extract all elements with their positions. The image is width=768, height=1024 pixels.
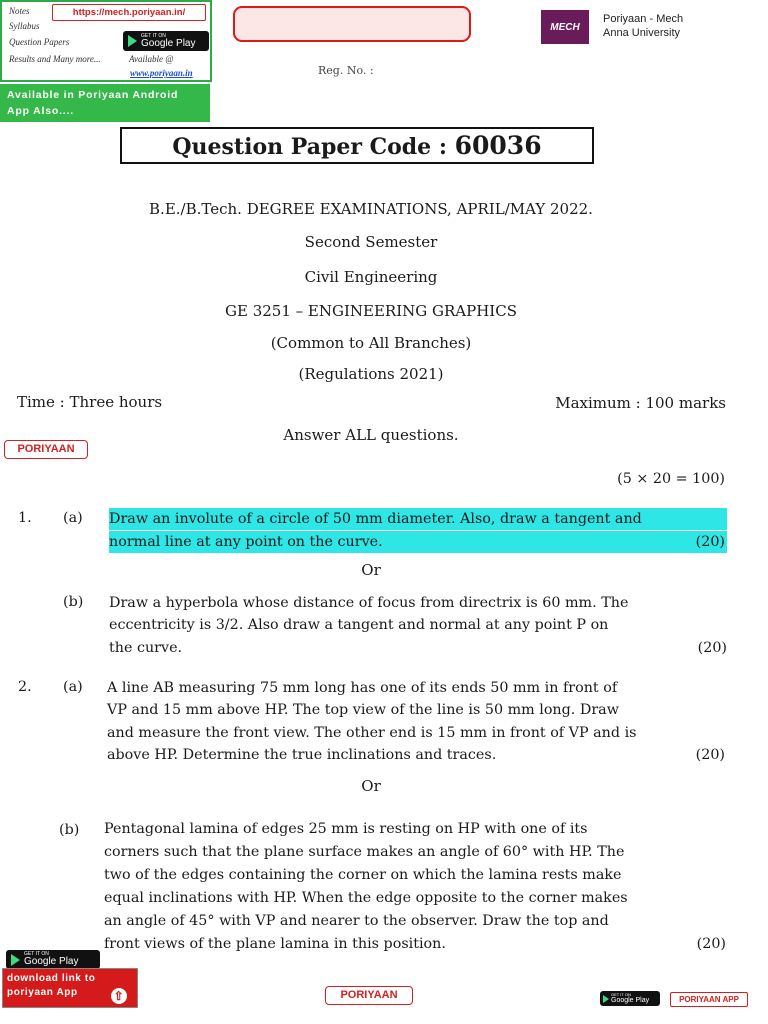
- q1-number: 1.: [18, 510, 32, 526]
- poriyaan-app-button[interactable]: PORIYAAN APP: [670, 992, 748, 1007]
- brand-subtitle: Anna University: [603, 27, 681, 39]
- q2a-line4: above HP. Determine the true inclinations and traces.: [107, 747, 497, 763]
- ad-box: [0, 0, 212, 82]
- q1b-line3-block: [109, 637, 727, 660]
- q2a-line4-block: [107, 744, 727, 767]
- q1b-line1: Draw a hyperbola whose distance of focus from directrix is 60 mm. The: [109, 595, 629, 611]
- q1b-line3: the curve.: [109, 640, 183, 656]
- q2-number: 2.: [18, 679, 32, 695]
- ad-url-link[interactable]: https://mech.poriyaan.in/: [52, 4, 206, 21]
- ad-syllabus: Syllabus: [9, 21, 40, 31]
- qpc-value: 60036: [454, 131, 542, 160]
- q2a-line1: A line AB measuring 75 mm long has one of its ends 50 mm in front of: [107, 680, 618, 696]
- or-separator-1: Or: [361, 561, 381, 579]
- q2b-line6-block: [104, 933, 726, 956]
- q2b-label: (b): [59, 822, 80, 838]
- q1a-line2-block: [109, 531, 727, 553]
- q1a-line2: normal line at any point on the curve.: [109, 534, 383, 550]
- degree-title: B.E./B.Tech. DEGREE EXAMINATIONS, APRIL/MAY 2022.: [149, 200, 593, 218]
- brand-title: Poriyaan - Mech: [603, 13, 684, 25]
- q1b-marks: (20): [697, 640, 727, 656]
- download-link-button[interactable]: [2, 968, 138, 1008]
- q2b-line4: equal inclinations with HP. When the edge opposite to the corner makes: [104, 890, 628, 906]
- q1a-label: (a): [63, 510, 83, 526]
- regulations: (Regulations 2021): [298, 365, 444, 383]
- q2b-line6: front views of the plane lamina in this position.: [104, 936, 446, 952]
- course-title: GE 3251 – ENGINEERING GRAPHICS: [225, 302, 517, 320]
- or-separator-2: Or: [361, 777, 381, 795]
- download-text: download link to poriyaan App: [7, 973, 96, 998]
- marks-scheme: (5 × 20 = 100): [617, 471, 725, 487]
- ad-question-papers: Question Papers: [9, 37, 70, 47]
- google-play-badge-bottom-right[interactable]: GET IT ON Google Play: [600, 991, 660, 1006]
- mech-logo: MECH: [541, 10, 589, 44]
- instruction: Answer ALL questions.: [283, 426, 459, 444]
- question-paper-code: [120, 127, 594, 164]
- poriyaan-badge-center[interactable]: PORIYAAN: [325, 986, 413, 1005]
- semester: Second Semester: [304, 233, 438, 251]
- play-icon: [128, 35, 137, 47]
- reg-no-label: Reg. No. :: [318, 64, 374, 77]
- q2b-line5: an angle of 45° with VP and nearer to the observer. Draw the top and: [104, 913, 609, 929]
- q2b-line3: two of the edges containing the corner on which the lamina rests make: [104, 867, 622, 883]
- q2a-marks: (20): [695, 747, 725, 763]
- search-box[interactable]: [233, 6, 471, 42]
- q1a-line1: Draw an involute of a circle of 50 mm diameter. Also, draw a tangent and: [109, 508, 727, 530]
- google-play-badge-bottom-left[interactable]: GET IT ON Google Play: [6, 950, 100, 969]
- ad-results: Results and Many more...: [9, 54, 101, 64]
- q2a-line3: and measure the front view. The other end is 15 mm in front of VP and is: [107, 725, 637, 741]
- q1a-marks: (20): [695, 534, 725, 550]
- q2b-marks: (20): [696, 936, 726, 952]
- poriyaan-badge-left[interactable]: PORIYAAN: [4, 440, 88, 459]
- time-allowed: Time : Three hours: [17, 393, 163, 411]
- ad-available: Available @: [129, 54, 174, 64]
- department: Civil Engineering: [304, 268, 438, 286]
- q2a-line2: VP and 15 mm above HP. The top view of the line is 50 mm long. Draw: [107, 702, 619, 718]
- q2b-line1: Pentagonal lamina of edges 25 mm is resting on HP with one of its: [104, 821, 588, 837]
- android-app-banner[interactable]: Available in Poriyaan Android App Also....: [0, 84, 210, 122]
- q2a-label: (a): [63, 679, 83, 695]
- q1b-label: (b): [63, 594, 84, 610]
- max-marks: Maximum : 100 marks: [555, 394, 726, 412]
- common-branches: (Common to All Branches): [270, 334, 472, 352]
- upload-arrow-icon: ⇧: [111, 988, 127, 1004]
- q2b-line2: corners such that the plane surface makes an angle of 60° with HP. The: [104, 844, 625, 860]
- google-play-badge-top[interactable]: GET IT ON Google Play: [123, 31, 209, 51]
- ad-notes: Notes: [9, 6, 30, 16]
- play-icon: [11, 954, 20, 966]
- play-icon: [603, 995, 609, 1003]
- qpc-label: Question Paper Code :: [172, 134, 455, 160]
- ad-website-link[interactable]: www.poriyaan.in: [130, 68, 193, 78]
- q1b-line2: eccentricity is 3/2. Also draw a tangent and normal at any point P on: [109, 617, 609, 633]
